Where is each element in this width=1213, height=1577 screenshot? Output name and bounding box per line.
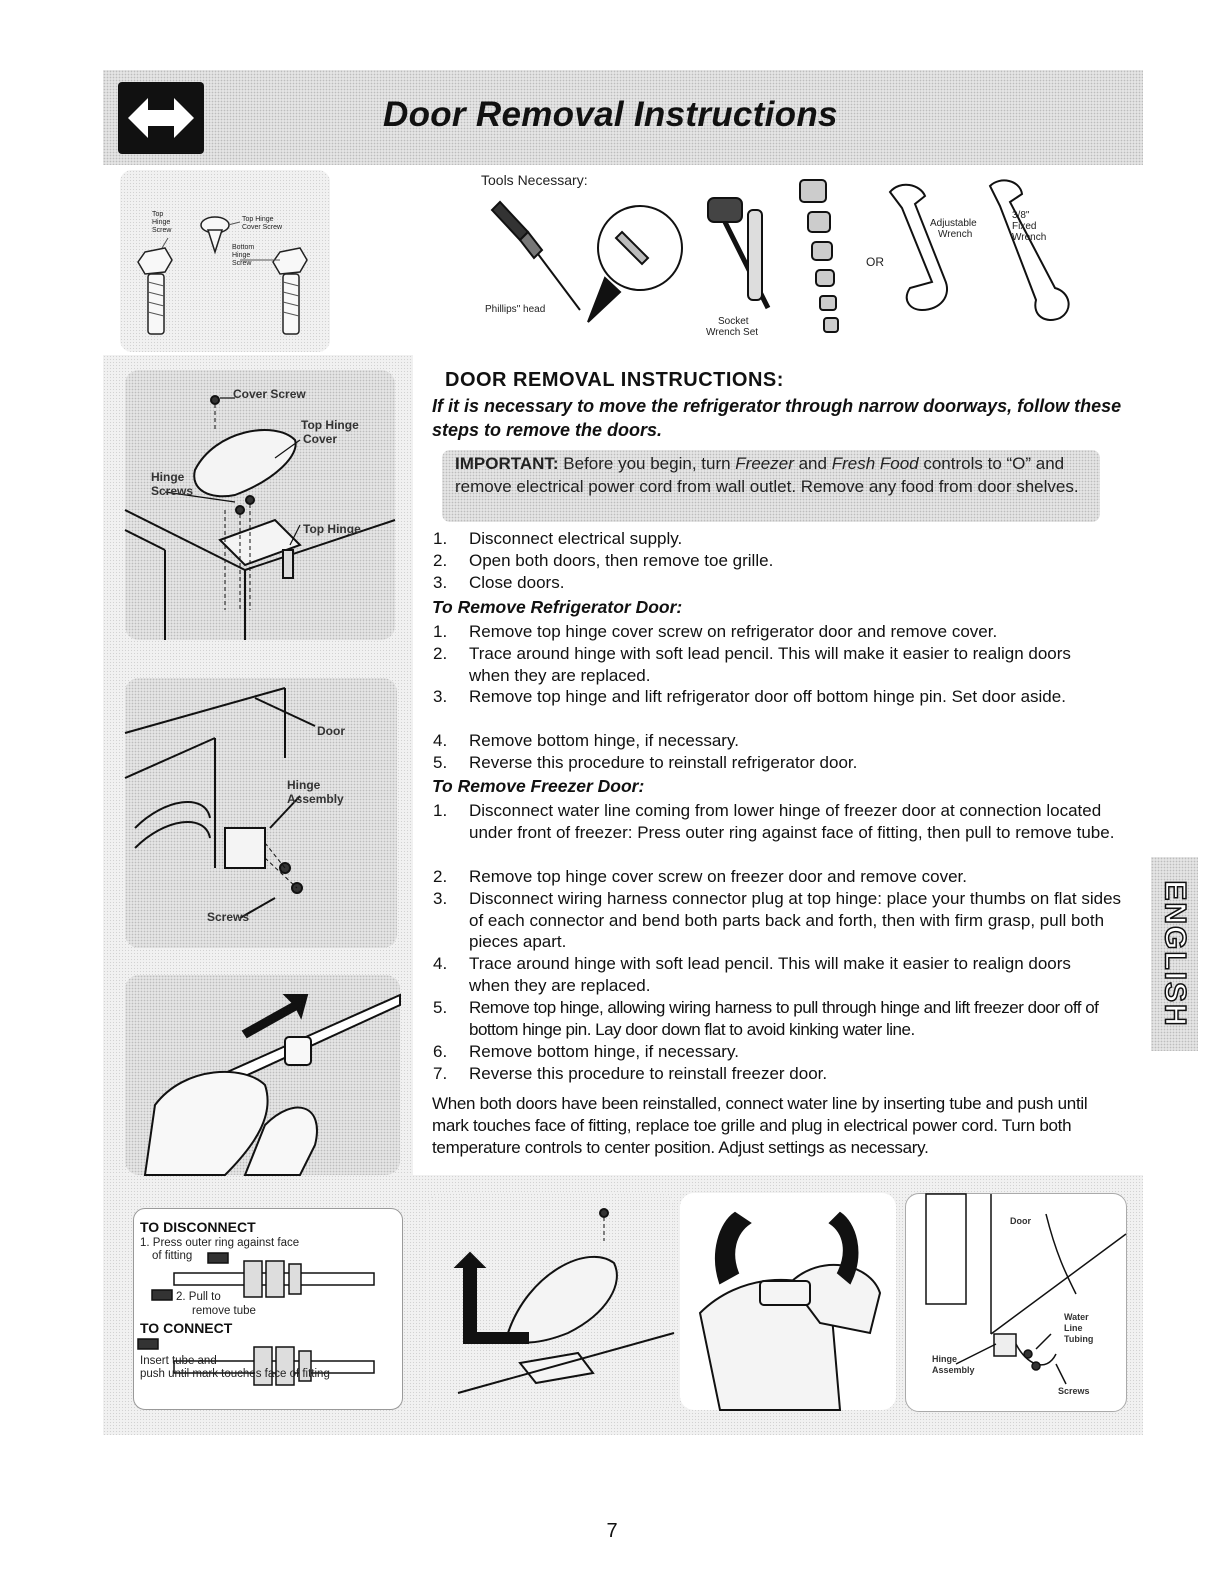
door-label: Door	[317, 724, 345, 738]
connect-step-1: Insert tube and	[140, 1355, 217, 1367]
freezer-step-6: Remove bottom hinge, if necessary.	[469, 1042, 739, 1061]
screws-illustration	[120, 170, 330, 352]
cover-screw-label-2: Cover Screw	[242, 224, 283, 231]
disconnect-step-1: 1. Press outer ring against face	[140, 1237, 300, 1249]
fresh-food-control-name: Fresh Food	[831, 454, 919, 473]
hinge-assembly-label-1: Hinge	[287, 778, 321, 792]
top-hinge-screw-label-3: Screw	[152, 227, 172, 234]
or-label: OR	[866, 255, 884, 269]
socket-label-2: Wrench Set	[706, 327, 759, 338]
step-number: 5.	[433, 753, 448, 772]
step-number: 5.	[433, 998, 448, 1017]
phillips-head-label: head	[523, 304, 546, 315]
important-text-1: Before you begin, turn	[558, 454, 736, 473]
top-hinge-screw-label-1: Top	[152, 211, 164, 218]
hinge-assembly-label-2: Assembly	[287, 792, 344, 806]
adjustable-label-2: Wrench	[938, 229, 973, 240]
general-step-2: Open both doors, then remove toe grille.	[469, 551, 774, 570]
freezer-step-2: Remove top hinge cover screw on freezer door and remove cover.	[469, 867, 967, 886]
step-number: 3.	[433, 573, 448, 592]
connect-step-1-cont: push until mark touches face of fitting	[140, 1368, 330, 1380]
connect-disconnect-illustration	[133, 1208, 403, 1410]
step-number: 4.	[433, 954, 448, 973]
section-intro: If it is necessary to move the refrigerator through narrow doorways, follow these steps to remove the doors.	[432, 396, 1122, 440]
page-title: Door Removal Instructions	[383, 95, 838, 134]
section-heading: DOOR REMOVAL INSTRUCTIONS:	[445, 369, 784, 391]
refrigerator-door-heading: To Remove Refrigerator Door:	[432, 597, 683, 617]
phillips-label: Phillips	[485, 304, 517, 315]
freezer-step-7: Reverse this procedure to reinstall freezer door.	[469, 1064, 828, 1083]
left-right-arrows-icon	[118, 82, 204, 154]
disconnect-step-2: 2. Pull to	[176, 1291, 221, 1303]
page-number: 7	[606, 1520, 618, 1542]
language-tab-label: ENGLISH	[1158, 880, 1192, 1028]
refrigerator-step-4: Remove bottom hinge, if necessary.	[469, 731, 739, 750]
socket-label-1: Socket	[718, 316, 749, 327]
water-line-hands-illustration	[125, 975, 400, 1175]
tools-illustration	[470, 170, 1120, 350]
adjustable-label-1: Adjustable	[930, 218, 977, 229]
general-step-1: Disconnect electrical supply.	[469, 529, 683, 548]
step-number: 3.	[433, 889, 448, 908]
step-number: 7.	[433, 1064, 448, 1083]
cover-screw-label: Cover Screw	[233, 387, 306, 401]
fixed-label-2: Fixed	[1012, 221, 1037, 232]
top-hinge-illustration	[125, 370, 395, 640]
refrigerator-step-5: Reverse this procedure to reinstall refrigerator door.	[469, 753, 858, 772]
refrigerator-step-3: Remove top hinge and lift refrigerator door off bottom hinge pin. Set door aside.	[469, 687, 1066, 706]
step-number: 3.	[433, 687, 448, 706]
bottom-hinge-screw-label-2: Hinge	[232, 252, 251, 259]
disconnect-step-1-cont: of fitting	[152, 1250, 193, 1262]
freezer-door-heading: To Remove Freezer Door:	[432, 776, 645, 796]
freezer-step-3: Disconnect wiring harness connector plug at top hinge: place your thumbs on flat sides of each connector and bend both parts back and forth, then with firm grasp, pull both pieces apart.	[469, 889, 1122, 951]
hinge-screws-label-1: Hinge	[151, 470, 185, 484]
bottom-hinge-screw-label-3: Screw	[232, 260, 252, 267]
screws-label-bottom: Screws	[1058, 1386, 1090, 1396]
refrigerator-step-2: Trace around hinge with soft lead pencil. This will make it easier to realign doors when they are replaced.	[469, 644, 1071, 685]
water-label-3: Tubing	[1064, 1334, 1094, 1344]
screws-label: Screws	[207, 910, 250, 924]
water-label-2: Line	[1064, 1323, 1083, 1333]
step-number: 2.	[433, 551, 448, 570]
hinge-assembly-bottom-1: Hinge	[932, 1354, 958, 1364]
freezer-control-name: Freezer	[735, 454, 794, 473]
top-hinge-label: Top Hinge	[303, 522, 361, 536]
top-hinge-cover-label-1: Top Hinge	[301, 418, 359, 432]
to-disconnect-heading: TO DISCONNECT	[140, 1219, 256, 1235]
step-number: 2.	[433, 644, 448, 663]
refrigerator-step-1: Remove top hinge cover screw on refrigerator door and remove cover.	[469, 622, 998, 641]
top-hinge-screw-label-2: Hinge	[152, 219, 171, 226]
door-label-bottom: Door	[1010, 1216, 1031, 1226]
top-hinge-cover-label-2: Cover	[303, 432, 338, 446]
disconnect-step-2-cont: remove tube	[192, 1305, 256, 1317]
step-number: 6.	[433, 1042, 448, 1061]
disconnect-harness-illustration	[680, 1193, 896, 1410]
freezer-step-1: Disconnect water line coming from lower hinge of freezer door at connection located under front of freezer: Press outer ring against face of fitting, then pull to remove tube.	[469, 801, 1115, 842]
important-note	[455, 452, 1095, 498]
step-number: 2.	[433, 867, 448, 886]
water-label-1: Water	[1064, 1312, 1089, 1322]
language-tab-label-wrap	[1151, 857, 1198, 1051]
closing-paragraph: When both doors have been reinstalled, connect water line by inserting tube and push until mark touches face of fitting, replace toe grille and plug in electrical power cord. Turn both temperature controls to center position. Adjust settings as necessary.	[432, 1094, 1088, 1157]
important-label: IMPORTANT:	[455, 454, 559, 473]
general-step-3: Close doors.	[469, 573, 565, 592]
fixed-label-3: Wrench	[1012, 232, 1047, 243]
important-text-2: and	[793, 454, 832, 473]
remove-hinge-cover-illustration	[428, 1193, 674, 1410]
freezer-step-5: Remove top hinge, allowing wiring harness to pull through hinge and lift freezer door off of bottom hinge pin. Lay door down flat to avoid kinking water line.	[469, 998, 1099, 1039]
hinge-assembly-bottom-2: Assembly	[932, 1365, 975, 1375]
step-number: 1.	[433, 622, 448, 641]
bottom-hinge-screw-label-1: Bottom	[232, 244, 255, 251]
fixed-label-1: 3/8"	[1012, 210, 1030, 221]
water-line-hinge-illustration	[905, 1193, 1127, 1412]
tools-label: Tools Necessary:	[481, 172, 588, 188]
to-connect-heading: TO CONNECT	[140, 1320, 233, 1336]
door-hinge-illustration	[125, 678, 397, 948]
cover-screw-label-1: Top Hinge	[242, 216, 274, 223]
freezer-step-4: Trace around hinge with soft lead pencil. This will make it easier to realign doors when they are replaced.	[469, 954, 1071, 995]
hinge-screws-label-2: Screws	[151, 484, 194, 498]
step-number: 1.	[433, 801, 448, 820]
important-text-3: controls to “O” and remove electrical power cord from wall outlet. Remove any food from door shelves.	[455, 454, 1079, 496]
step-number: 4.	[433, 731, 448, 750]
step-number: 1.	[433, 529, 448, 548]
